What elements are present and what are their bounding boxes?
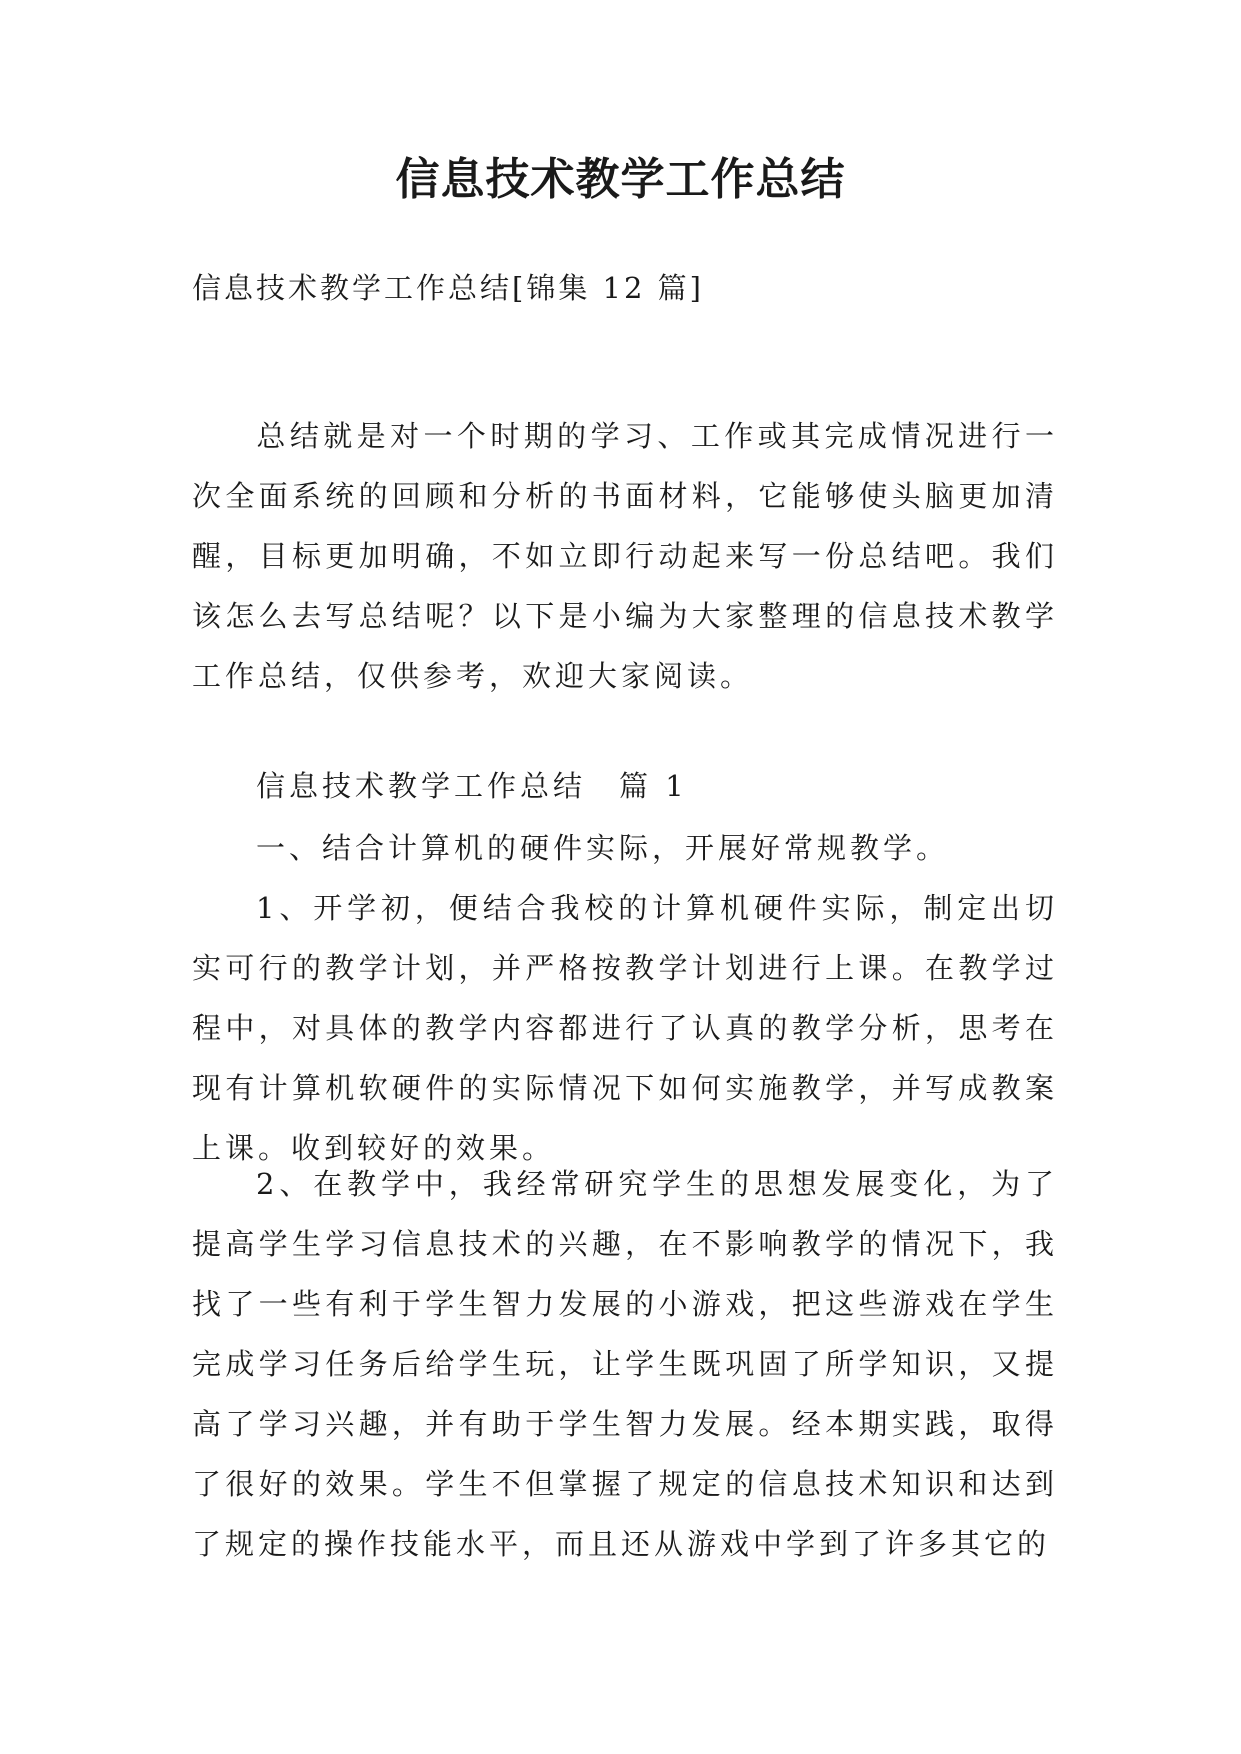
body-paragraph-2 (192, 1154, 1058, 1574)
body-paragraph-1 (192, 878, 1058, 1178)
section-heading-text: 一、结合计算机的硬件实际，开展好常规教学。 (256, 831, 950, 865)
document-subtitle: 信息技术教学工作总结[锦集 12 篇] (192, 271, 704, 305)
page-title: 信息技术教学工作总结 (395, 154, 846, 205)
section-heading (192, 818, 1058, 878)
body-paragraph-1-text: 1、开学初，便结合我校的计算机硬件实际，制定出切实可行的教学计划，并严格按教学计划进行上课。在教学过程中，对具体的教学内容都进行了认真的教学分析，思考在现有计算机软硬件的实际情况下如何实施教学，并写成教案上课。收到较好的效果。 (192, 891, 1058, 1165)
article-heading (192, 756, 1058, 816)
intro-text: 总结就是对一个时期的学习、工作或其完成情况进行一次全面系统的回顾和分析的书面材料，它能够使头脑更加清醒，目标更加明确，不如立即行动起来写一份总结吧。我们该怎么去写总结呢？以下是小编为大家整理的信息技术教学工作总结，仅供参考，欢迎大家阅读。 (192, 419, 1058, 693)
article-heading-text: 信息技术教学工作总结 篇 1 (256, 769, 688, 803)
body-paragraph-2-text: 2、在教学中，我经常研究学生的思想发展变化，为了提高学生学习信息技术的兴趣，在不影响教学的情况下，我找了一些有利于学生智力发展的小游戏，把这些游戏在学生完成学习任务后给学生玩，让学生既巩固了所学知识，又提高了学习兴趣，并有助于学生智力发展。经本期实践，取得了很好的效果。学生不但掌握了规定的信息技术知识和达到了规定的操作技能水平，而且还从游戏中学到了许多其它的 (192, 1167, 1058, 1561)
intro-paragraph (192, 406, 1058, 706)
